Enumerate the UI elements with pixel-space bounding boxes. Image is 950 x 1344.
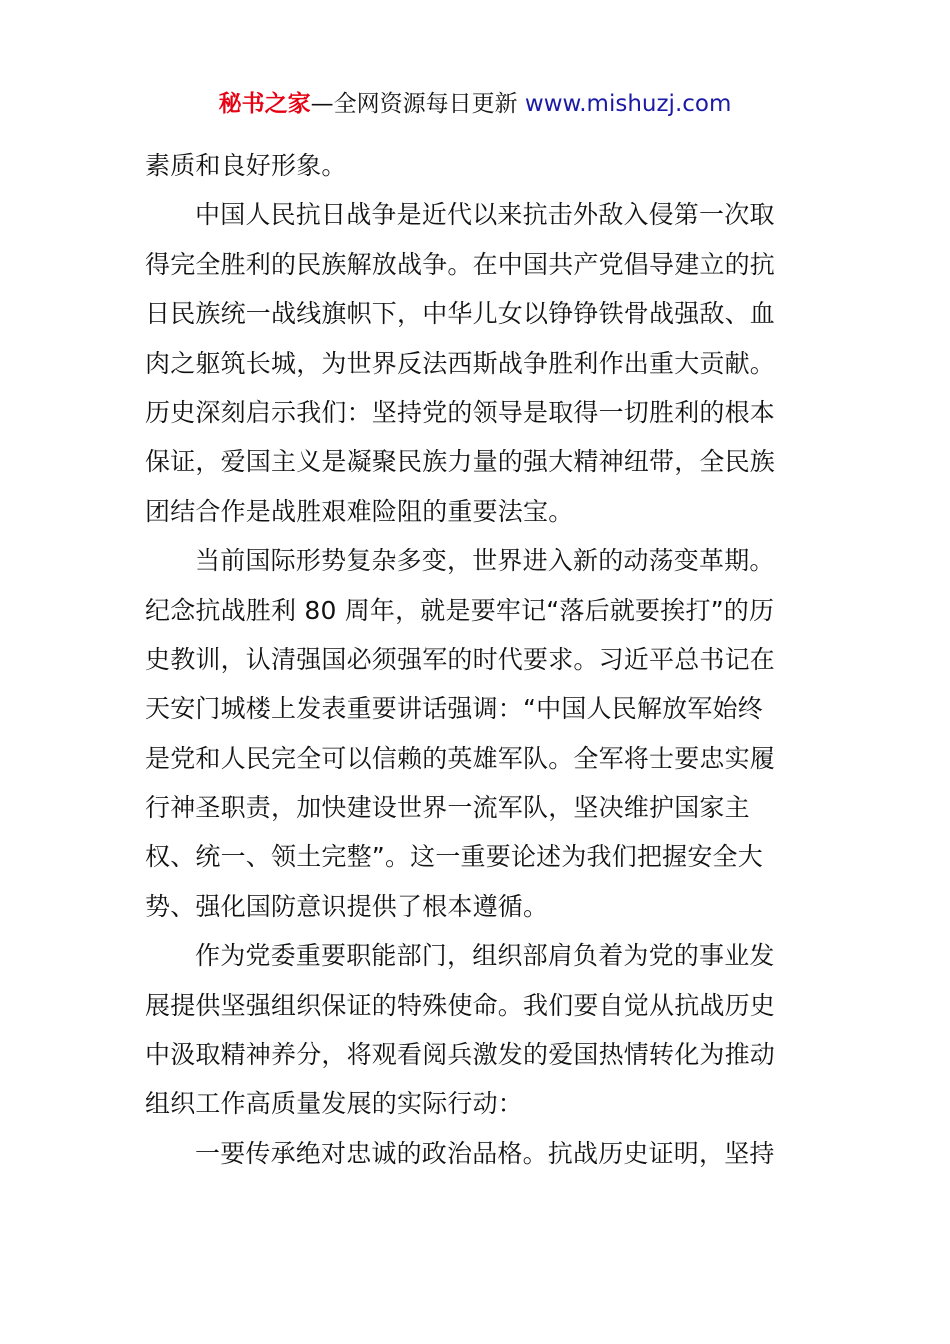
text-line: 纪念抗战胜利 80 周年，就是要牢记“落后就要挨打”的历 — [145, 595, 775, 625]
text-line: 中汲取精神养分，将观看阅兵激发的爱国热情转化为推动 — [145, 1040, 776, 1070]
text-line: 组织工作高质量发展的实际行动： — [145, 1089, 524, 1119]
text-line: 作为党委重要职能部门，组织部肩负着为党的事业发 — [195, 941, 775, 971]
brand-name: 秘书之家 — [218, 91, 311, 117]
text-line: 权、统一、领土完整”。这一重要论述为我们把握安全大 — [145, 842, 763, 872]
document-body — [145, 141, 810, 1178]
text-line: 中国人民抗日战争是近代以来抗击外敌入侵第一次取 — [195, 200, 775, 230]
site-header — [0, 86, 950, 122]
site-url-link[interactable]: www.mishuzj.com — [524, 91, 732, 117]
text-line: 展提供坚强组织保证的特殊使命。我们要自觉从抗战历史 — [145, 990, 776, 1020]
text-line: 素质和良好形象。 — [145, 151, 347, 180]
text-line: 史教训，认清强国必须强军的时代要求。习近平总书记在 — [145, 644, 776, 674]
text-line: 势、强化国防意识提供了根本遵循。 — [145, 891, 549, 921]
text-line: 是党和人民完全可以信赖的英雄军队。全军将士要忠实履 — [145, 743, 776, 773]
text-line: 日民族统一战线旗帜下，中华儿女以铮铮铁骨战强敌、血 — [145, 299, 776, 329]
text-line: 天安门城楼上发表重要讲话强调：“中国人民解放军始终 — [145, 694, 763, 724]
text-line: 保证，爱国主义是凝聚民族力量的强大精神纽带，全民族 — [145, 447, 776, 477]
header-tagline: —全网资源每日更新 — [310, 91, 525, 117]
text-line: 行神圣职责，加快建设世界一流军队，坚决维护国家主 — [145, 793, 750, 823]
text-line: 历史深刻启示我们：坚持党的领导是取得一切胜利的根本 — [145, 397, 776, 427]
text-line: 得完全胜利的民族解放战争。在中国共产党倡导建立的抗 — [145, 249, 776, 279]
text-line: 一要传承绝对忠诚的政治品格。抗战历史证明，坚持 — [195, 1138, 775, 1168]
text-line: 当前国际形势复杂多变，世界进入新的动荡变革期。 — [195, 546, 775, 576]
text-line: 肉之躯筑长城，为世界反法西斯战争胜利作出重大贡献。 — [145, 348, 776, 378]
text-line: 团结合作是战胜艰难险阻的重要法宝。 — [145, 496, 574, 526]
